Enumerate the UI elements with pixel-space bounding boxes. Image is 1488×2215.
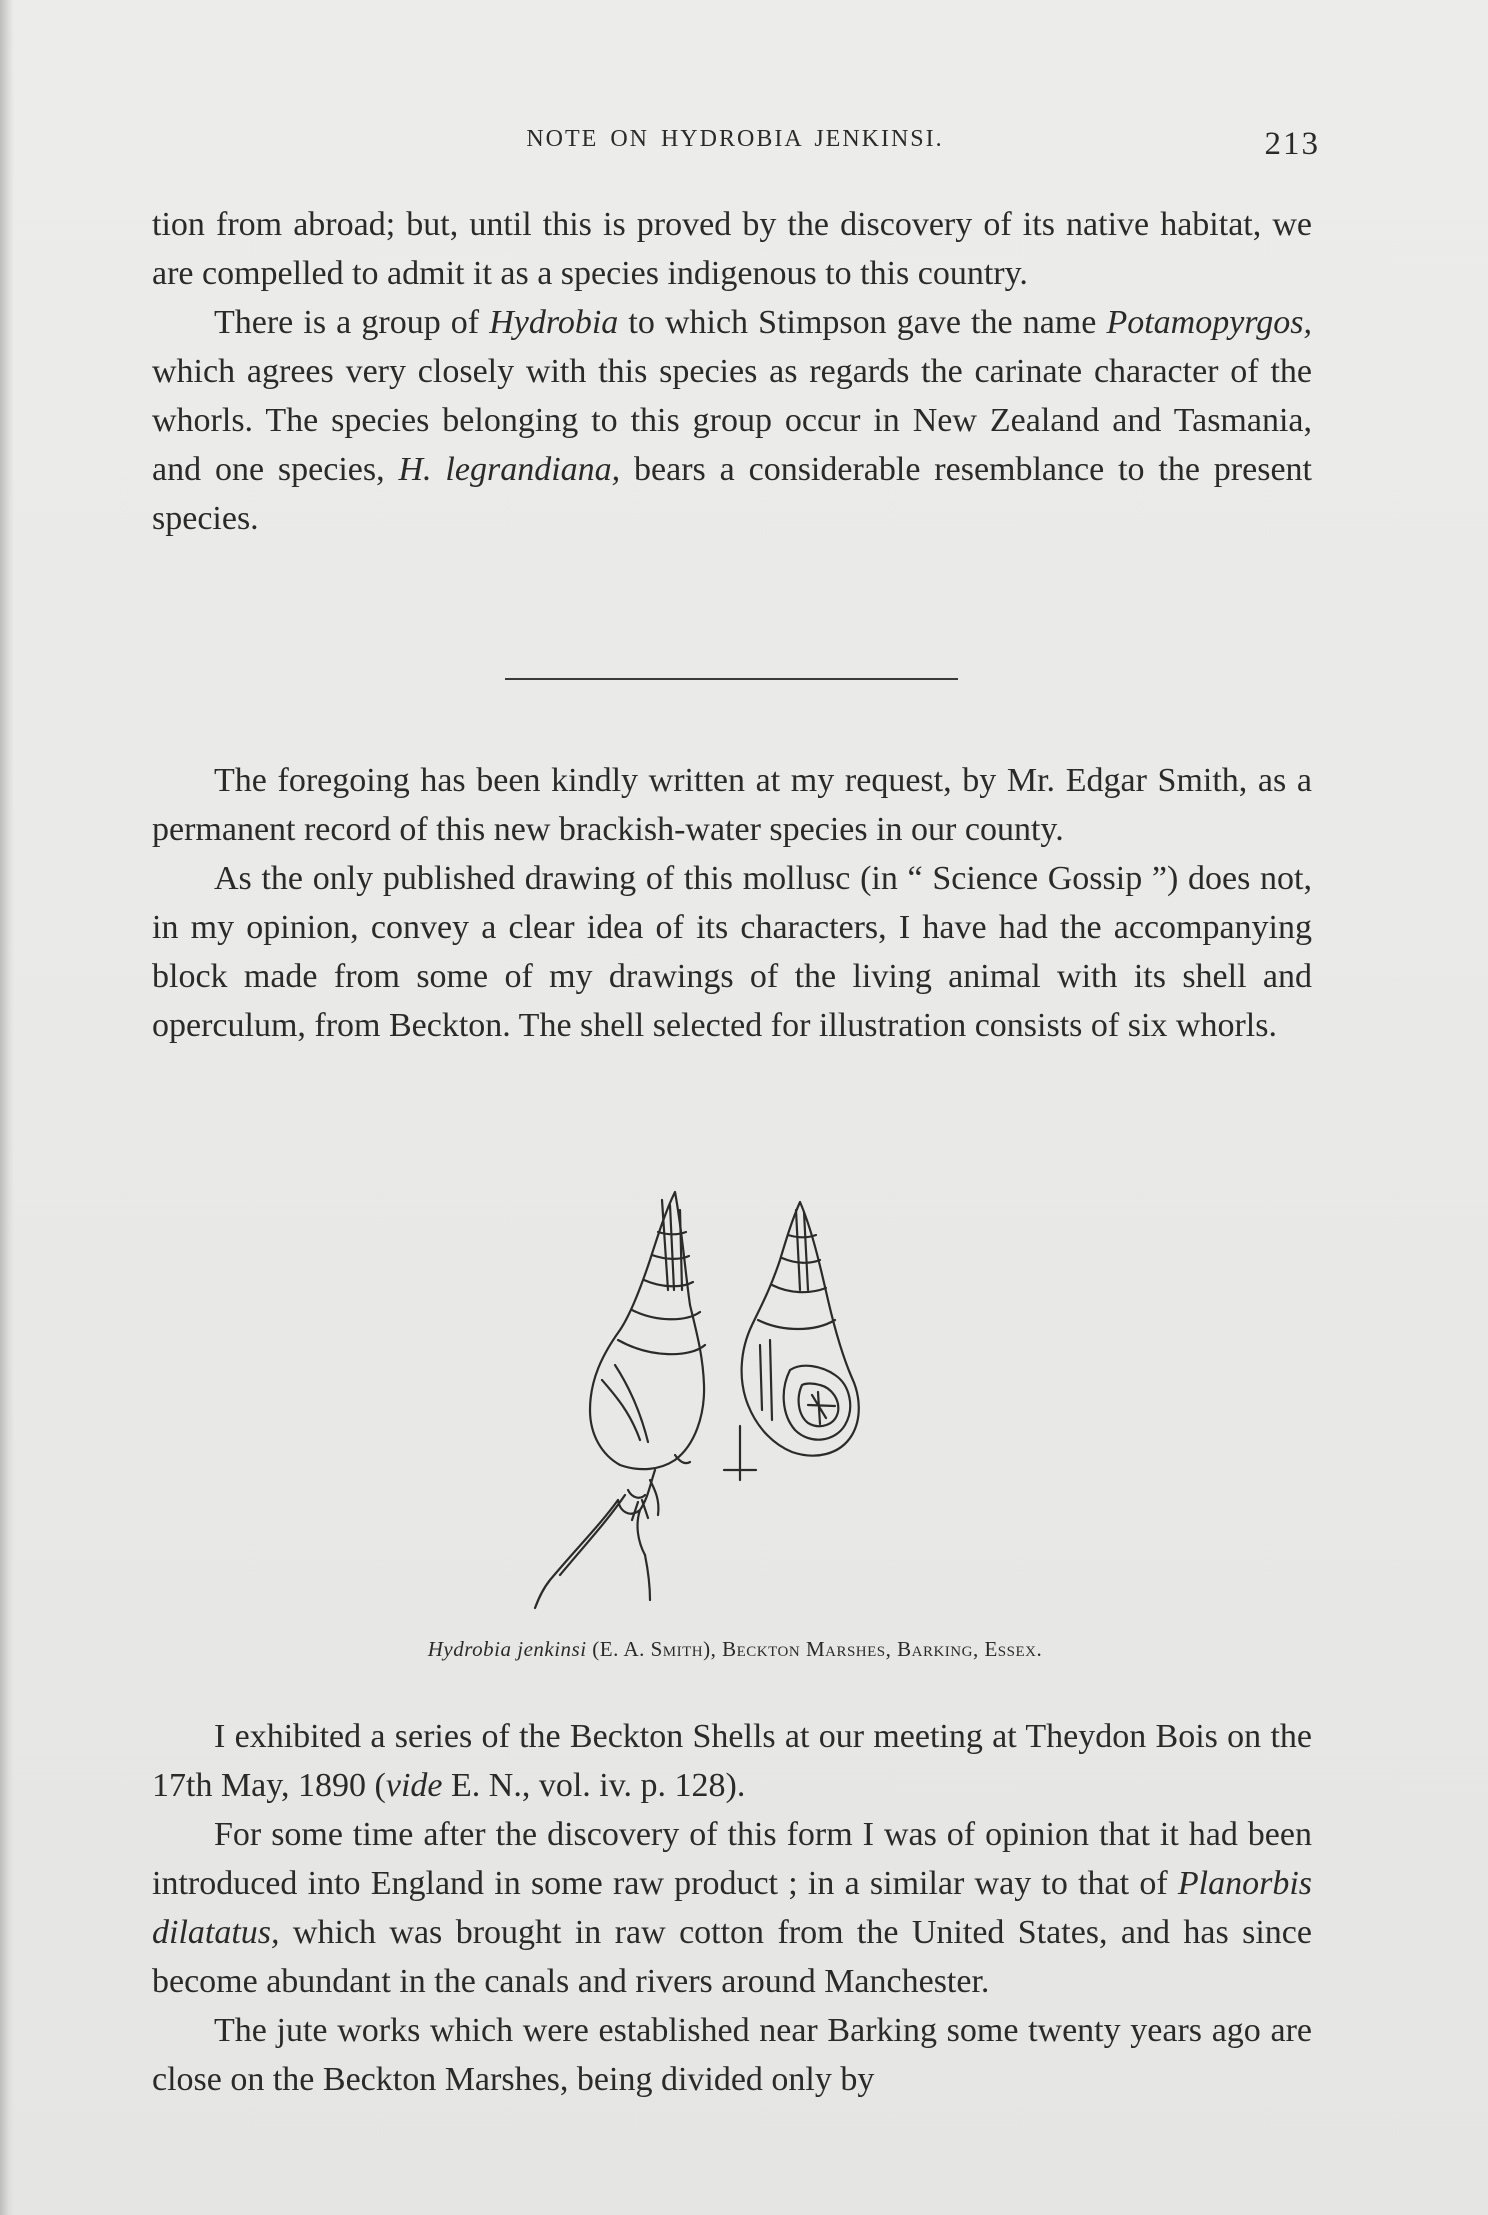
snail-with-animal-drawing <box>535 1192 705 1608</box>
species-name: H. legrandiana, <box>398 451 621 488</box>
caption-species: Hydrobia jenkinsi <box>427 1637 587 1661</box>
paragraph-potamopyrgos <box>152 298 1312 543</box>
paragraph-exhibited <box>152 1712 1312 1810</box>
text-run: which was brought in raw cotton from the United States, and has since become abundant in the canals and rivers around Manchester. <box>152 1914 1312 2000</box>
text-run: There is a group of <box>214 304 490 341</box>
text-run: which agrees very closely with this species as regards the carinate character of the whorls. The species belonging to this group occur in New Zealand and Tasmania, and one species, <box>152 353 1312 488</box>
paragraph-foregoing: The foregoing has been kindly written at my request, by Mr. Edgar Smith, as a permanent record of this new brackish-water species in our county. <box>152 762 1312 848</box>
shell-aperture-drawing <box>742 1202 859 1456</box>
text-block-bottom <box>152 1712 1312 2104</box>
page-number: 213 <box>1264 126 1320 162</box>
figure-caption <box>150 1637 1320 1662</box>
running-head: NOTE ON HYDROBIA JENKINSI. <box>526 126 944 152</box>
section-divider <box>505 678 958 680</box>
paragraph-jute-works: The jute works which were established near Barking some twenty years ago are close on the Beckton Marshes, being divided only by <box>152 2012 1312 2098</box>
scale-marker <box>724 1426 756 1480</box>
snail-illustration <box>490 1180 970 1615</box>
subgenus-name: Potamopyrgos, <box>1106 304 1312 341</box>
caption-locality: (E. A. Smith), Beckton Marshes, Barking, Essex. <box>586 1637 1043 1661</box>
text-run: For some time after the discovery of this form I was of opinion that it had been introduced into England in some raw product ; in a similar way to that of <box>152 1816 1312 1902</box>
text-block-top <box>152 200 1312 543</box>
paragraph-introduced <box>152 1810 1312 2006</box>
page-header <box>150 126 1320 166</box>
text-run: E. N., vol. iv. p. 128). <box>442 1767 746 1804</box>
text-block-middle <box>152 756 1312 1050</box>
planorbis-italic: Planorbis dilatatus, <box>152 1865 1312 1951</box>
paragraph-continuation: tion from abroad; but, until this is proved by the discovery of its native habitat, we are compelled to admit it as a species indigenous to this country. <box>152 206 1312 292</box>
genus-name: Hydrobia <box>489 304 619 341</box>
paragraph-drawing: As the only published drawing of this mollusc (in “ Science Gossip ”) does not, in my opinion, convey a clear idea of its characters, I have had the accompanying block made from some of my drawings of the living animal with its shell and operculum, from Beckton. The shell selected for illustration consists of six whorls. <box>152 860 1312 1044</box>
page-edge-shadow <box>0 0 14 2215</box>
vide-italic: vide <box>385 1767 443 1804</box>
text-run: to which Stimpson gave the name <box>618 304 1107 341</box>
text-run: I exhibited a series of the Beckton Shells at our meeting at Theydon Bois on the 17th May, 1890 ( <box>152 1718 1312 1804</box>
text-run: bears a considerable resemblance to the present species. <box>152 451 1312 537</box>
